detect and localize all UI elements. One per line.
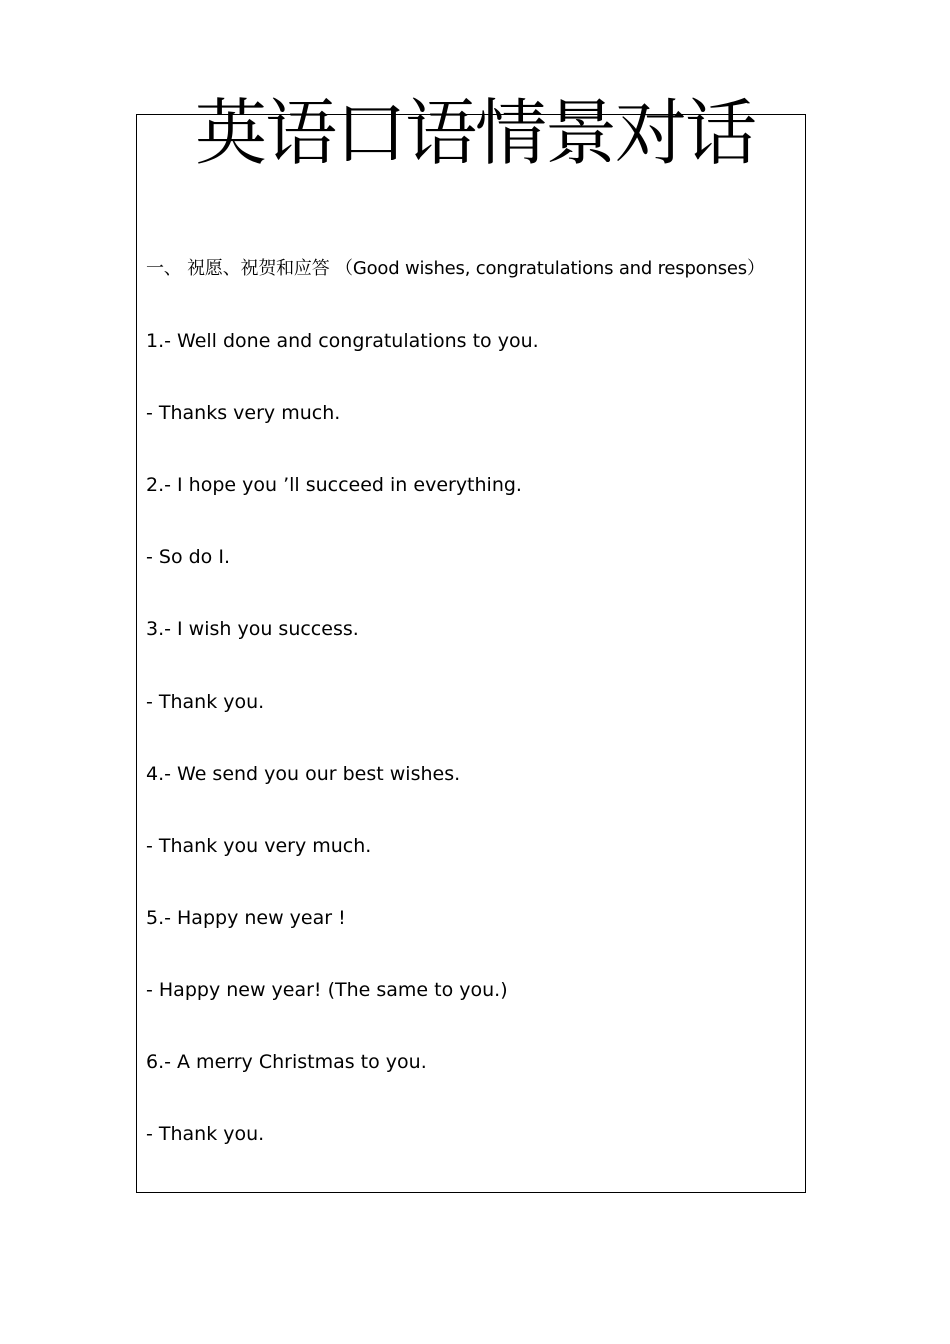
dialogue-line: 3.- I wish you success.	[146, 618, 359, 640]
dialogue-line: 1.- Well done and congratulations to you.	[146, 330, 539, 352]
section-heading: 一、 祝愿、祝贺和应答 （Good wishes, congratulations and responses）	[146, 258, 765, 279]
dialogue-line: 5.- Happy new year !	[146, 907, 346, 929]
dialogue-line: - So do I.	[146, 546, 230, 568]
dialogue-line: 2.- I hope you ’ll succeed in everything.	[146, 474, 522, 496]
dialogue-line: - Happy new year! (The same to you.)	[146, 979, 508, 1001]
page-title: 英语口语情景对话	[194, 91, 755, 175]
dialogue-line: - Thanks very much.	[146, 402, 341, 424]
dialogue-line: 4.- We send you our best wishes.	[146, 763, 461, 785]
dialogue-line: - Thank you very much.	[146, 835, 372, 857]
dialogue-line: 6.- A merry Christmas to you.	[146, 1051, 427, 1073]
dialogue-line: - Thank you.	[146, 691, 265, 713]
dialogue-line: - Thank you.	[146, 1123, 265, 1145]
